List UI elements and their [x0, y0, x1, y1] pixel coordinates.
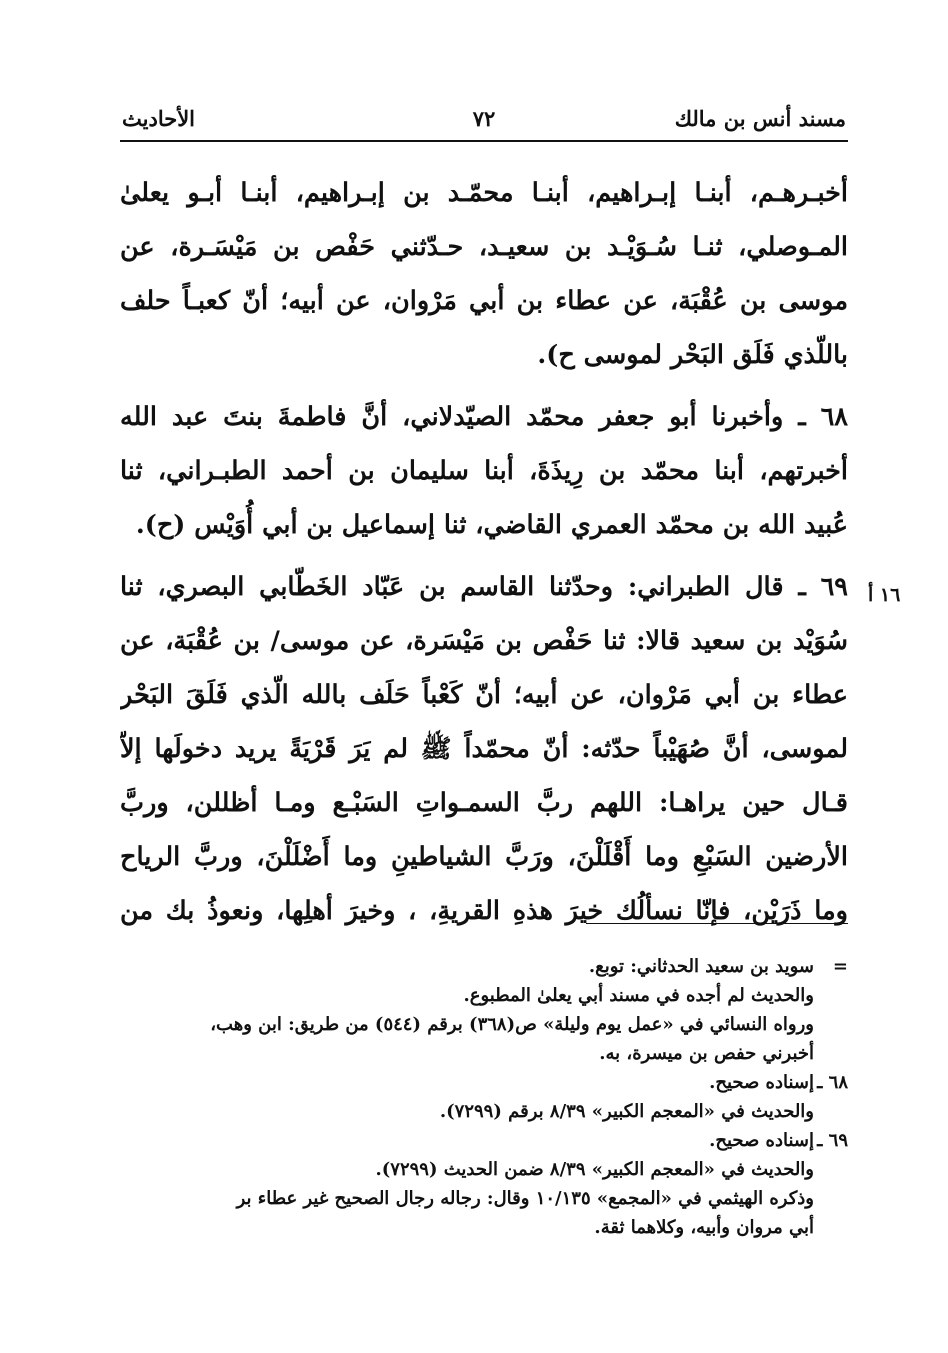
footnote-number: ٦٩ ـ [817, 1130, 848, 1151]
running-header [120, 98, 848, 138]
text-line: وما ذَرَيْن، فإنّا نسألُك خيرَ هذهِ القريةِ، ، وخيرَ أهلِها، ونعوذُ بك من [120, 896, 848, 926]
footnote-line [130, 1126, 848, 1155]
footnote-number: ٦٨ ـ [817, 1072, 848, 1093]
text-line: باللّذي فَلَق البَحْر لموسى ح). [537, 340, 848, 370]
text-line: عُبيد الله بن محمّد العمري القاضي، ثنا إسماعيل بن أبي أُوَيْس (ح). [135, 510, 848, 540]
footnote-line [130, 1010, 848, 1039]
text-line: الأرضين السَبْعِ وما أَقْلَلْنَ، ورَبَّ الشياطينِ وما أَضْلَلْنَ، وربَّ الرياح [120, 842, 848, 872]
page-number: ٧٢ [472, 106, 496, 131]
text-line: موسى بن عُقْبَة، عن عطاء بن أبي مَرْوان، عن أبيه؛ أنّ كعبـاً حلف [120, 286, 848, 316]
text-line: لموسى، أنَّ صُهَيْباً حدّثه: أنّ محمّداً ﷺ لم يَرَ قَرْيَةً يريد دخولَها إلاّ [120, 734, 848, 764]
footnote-text: وذكره الهيثمي في «المجمع» ١٠/١٣٥ وقال: رجاله رجال الصحيح غير عطاء بر [236, 1188, 814, 1209]
text-line: قـال حين يراهـا: اللهم ربَّ السمـواتِ السَبْـع ومـا أظللن، وربَّ [120, 788, 848, 818]
footnote-line [130, 1184, 848, 1213]
footnote-line [130, 1039, 848, 1068]
footnote-line [130, 1155, 848, 1184]
paragraph-hadith-68 [120, 390, 848, 552]
manuscript-folio-marker: ١٦ أ [868, 584, 901, 606]
paragraph-continuation [120, 166, 848, 382]
footnote-text: إسناده صحيح. [709, 1072, 814, 1093]
text-line: أخبرتهم، أبنا محمّد بن رِيذَةَ، أبنا سليمان بن أحمد الطبـراني، ثنا [120, 456, 848, 486]
footnote-line [130, 1213, 848, 1242]
footnote-line [130, 1097, 848, 1126]
footnote-text: سويد بن سعيد الحدثاني: توبع. [588, 956, 814, 977]
footnote-text: والحديث في «المعجم الكبير» ٨/٣٩ ضمن الحديث (٧٢٩٩). [375, 1159, 814, 1180]
footnote-text: أبي مروان وأبيه، وكلاهما ثقة. [594, 1217, 814, 1238]
footnote-text: والحديث في «المعجم الكبير» ٨/٣٩ برقم (٧٢٩٩). [439, 1101, 814, 1122]
footnote-line [130, 981, 848, 1010]
text-line: ٦٨ ـ وأخبرنا أبو جعفر محمّد الصيّدلاني، أنَّ فاطمةَ بنتَ عبد الله [120, 402, 848, 432]
text-line: عطاء بن أبي مَرْوان، عن أبيه؛ أنّ كَعْباً حَلَف بالله الّذي فَلَقَ البَحْر [120, 680, 848, 710]
footnote-text: أخبرني حفص بن ميسرة، به. [599, 1043, 814, 1064]
text-line: المـوصلي، ثنـا سُـوَيْـد بن سعيـد، حـدّثني حَفْص بن مَيْسَـرة، عن [120, 232, 848, 262]
header-book-title: مسند أنس بن مالك [674, 106, 846, 131]
footnote-text: إسناده صحيح. [709, 1130, 814, 1151]
header-rule [120, 140, 848, 142]
footnote-text: ورواه النسائي في «عمل يوم وليلة» ص(٣٦٨) برقم (٥٤٤) من طريق: ابن وهب، [210, 1014, 814, 1035]
text-line: سُوَيْد بن سعيد قالا: ثنا حَفْص بن مَيْسَرة، عن موسى/ بن عُقْبَة، عن [120, 626, 848, 656]
text-line: ٦٩ ـ قال الطبراني: وحدّثنا القاسم بن عَبّاد الخَطّابي البصري، ثنا [120, 572, 848, 602]
footnote-separator [586, 923, 848, 924]
main-text [120, 166, 848, 946]
footnotes [130, 952, 848, 1242]
text-line: أخبـرهـم، أبنـا إبـراهيم، أبنـا محمّـد بن إبـراهيم، أبنـا أبـو يعلىٰ [120, 178, 848, 208]
paragraph-hadith-69 [120, 560, 848, 938]
footnote-line [130, 1068, 848, 1097]
footnote-line [130, 952, 848, 981]
footnote-text: والحديث لم أجده في مسند أبي يعلىٰ المطبوع. [463, 985, 814, 1006]
header-section-title: الأحاديث [122, 106, 196, 131]
footnote-marker: = [832, 956, 848, 977]
